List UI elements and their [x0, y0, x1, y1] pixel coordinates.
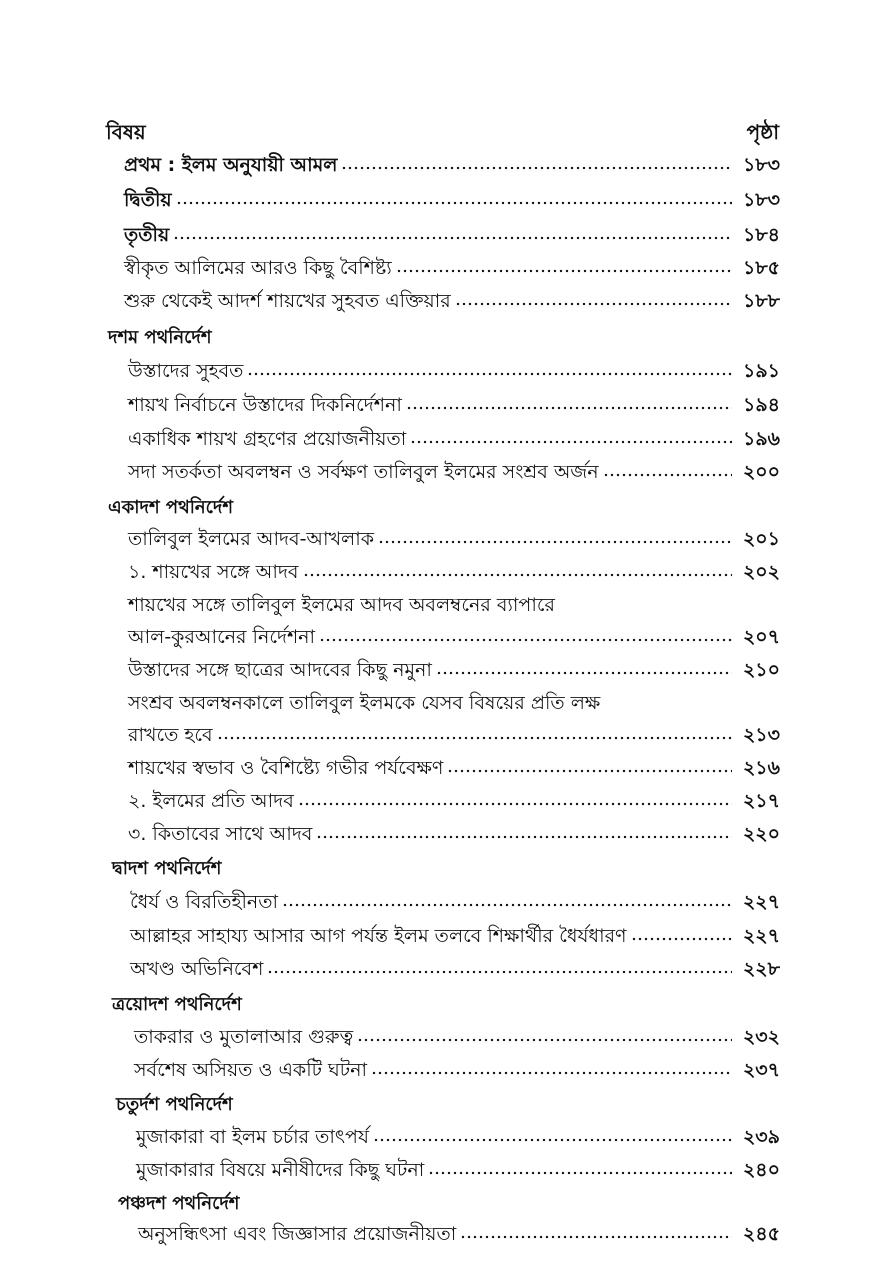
- toc-dot-leader: [319, 636, 732, 644]
- section-heading: ত্রয়োদশ পথনির্দেশ: [112, 994, 242, 1015]
- section-heading: দ্বাদশ পথনির্দেশ: [112, 858, 222, 879]
- toc-dot-leader: [428, 1169, 732, 1177]
- toc-entry-title: ১. শায়খের সঙ্গে আদব: [128, 561, 299, 583]
- toc-dot-leader: [396, 267, 732, 275]
- toc-dot-leader: [631, 935, 732, 943]
- toc-entry-page: ২৪৫: [742, 1223, 780, 1245]
- toc-entry-page: ২২৭: [742, 925, 780, 947]
- toc-entry: [128, 356, 780, 386]
- toc-entry-page: ২২৮: [742, 958, 780, 980]
- toc-entry-page: ১৮৩: [742, 154, 780, 176]
- toc-entry-page: ২৩২: [742, 1026, 780, 1048]
- toc-entry-page: ২১৬: [742, 757, 780, 779]
- toc-entry-title: তাকরার ও মুতালাআর গুরুত্ব: [134, 1026, 354, 1048]
- section-heading: একাদশ পথনির্দেশ: [108, 497, 233, 518]
- toc-entry-title: সদা সতর্কতা অবলম্বন ও সর্বক্ষণ তালিবুল ইলমের সংশ্রব অর্জন: [128, 461, 599, 483]
- page-column-header: পৃষ্ঠা: [746, 120, 779, 144]
- toc-entry: [134, 1055, 780, 1085]
- toc-dot-leader: [603, 471, 732, 479]
- section-heading: পঞ্চদশ পথনির্দেশ: [118, 1193, 240, 1214]
- toc-dot-leader: [341, 164, 732, 172]
- toc-entry-title: অনুসন্ধিৎসা এবং জিজ্ঞাসার প্রয়োজনীয়তা: [138, 1223, 457, 1245]
- toc-entry-page: ১৮৩: [742, 189, 780, 211]
- toc-entry: [138, 1219, 780, 1249]
- toc-entry-page: ১৮৮: [743, 290, 780, 312]
- toc-entry-title: উস্তাদের সুহবত: [128, 360, 244, 382]
- toc-entry: [128, 424, 780, 454]
- toc-entry-title: মুজাকারার বিষয়ে মনীষীদের কিছু ঘটনা: [136, 1159, 425, 1181]
- toc-entry: [124, 253, 780, 283]
- toc-entry-title: সর্বশেষ অসিয়ত ও একটি ঘটনা: [134, 1059, 367, 1081]
- toc-dot-leader: [357, 1036, 732, 1044]
- toc-entry: [128, 557, 780, 587]
- toc-entry-page: ২০১: [742, 528, 780, 550]
- toc-entry: [124, 185, 780, 215]
- toc-dot-leader: [316, 833, 732, 841]
- toc-dot-leader: [410, 438, 732, 446]
- toc-entry-wrap-line: শায়খের সঙ্গে তালিবুল ইলমের আদব অবলম্বনের ব্যাপারে: [128, 594, 555, 616]
- toc-entry: [128, 720, 780, 750]
- toc-entry-page: ১৮৫: [743, 257, 780, 279]
- toc-dot-leader: [267, 968, 732, 976]
- toc-dot-leader: [373, 1136, 732, 1144]
- toc-dot-leader: [378, 538, 732, 546]
- toc-entry-page: ২২০: [742, 823, 780, 845]
- toc-entry: [128, 786, 780, 816]
- toc-entry: [124, 286, 780, 316]
- toc-entry-page: ১৯৬: [742, 428, 780, 450]
- toc-entry-page: ২৩৯: [742, 1126, 780, 1148]
- toc-entry-page: ২০২: [742, 561, 780, 583]
- toc-entry-page: ১৯১: [743, 360, 780, 382]
- toc-entry: [130, 887, 780, 917]
- toc-entry-title: ২. ইলমের প্রতি আদব: [128, 790, 294, 812]
- toc-entry-title: দ্বিতীয়: [124, 189, 172, 211]
- toc-entry-wrap-line: সংশ্রব অবলম্বনকালে তালিবুল ইলমকে যেসব বিষয়ের প্রতি লক্ষ: [128, 692, 601, 714]
- toc-dot-leader: [371, 1069, 732, 1077]
- toc-entry-title: স্বীকৃত আলিমের আরও কিছু বৈশিষ্ট্য: [124, 257, 392, 279]
- toc-entry: [136, 1155, 780, 1185]
- toc-entry-title: অখণ্ড অভিনিবেশ: [130, 958, 264, 980]
- toc-entry-page: ১৯৪: [743, 394, 780, 416]
- toc-entry-title: প্রথম : ইলম অনুযায়ী আমল: [124, 154, 338, 176]
- toc-entry: [130, 954, 780, 984]
- toc-entry: [134, 1022, 780, 1052]
- toc-entry: [128, 457, 780, 487]
- toc-entry-title: আল্লাহর সাহায্য আসার আগ পর্যন্ত ইলম তলবে শিক্ষার্থীর ধৈর্যধারণ: [130, 925, 627, 947]
- toc-dot-leader: [303, 571, 733, 579]
- toc-dot-leader: [455, 300, 732, 308]
- toc-entry-page: ২৪০: [742, 1159, 780, 1181]
- toc-entry-title: মুজাকারা বা ইলম চর্চার তাৎপর্য: [136, 1126, 369, 1148]
- toc-entry-title: রাখতে হবে: [128, 724, 213, 746]
- toc-entry-title: ধৈর্য ও বিরতিহীনতা: [130, 891, 279, 913]
- toc-entry-title: উস্তাদের সঙ্গে ছাত্রের আদবের কিছু নমুনা: [128, 659, 432, 681]
- toc-dot-leader: [173, 234, 732, 242]
- toc-dot-leader: [282, 901, 732, 909]
- toc-entry-page: ২১৭: [742, 790, 780, 812]
- toc-entry: [128, 819, 780, 849]
- toc-entry-page: ২২৭: [742, 891, 780, 913]
- toc-entry: [128, 655, 780, 685]
- toc-entry: [130, 921, 780, 951]
- toc-entry-title: আল-কুরআনের নির্দেশনা: [128, 626, 316, 648]
- toc-entry: [128, 390, 780, 420]
- toc-entry-title: শায়খ নির্বাচনে উস্তাদের দিকনির্দেশনা: [128, 394, 402, 416]
- toc-dot-leader: [217, 734, 732, 742]
- toc-dot-leader: [176, 199, 732, 207]
- toc-entry-page: ২১৩: [742, 724, 780, 746]
- toc-entry: [128, 524, 780, 554]
- toc-entry-title: তালিবুল ইলমের আদব-আখলাক: [128, 528, 375, 550]
- toc-entry: [128, 753, 780, 783]
- subject-column-header: বিষয়: [106, 120, 146, 144]
- toc-entry: [124, 220, 780, 250]
- toc-dot-leader: [436, 669, 732, 677]
- toc-dot-leader: [298, 800, 732, 808]
- toc-entry-title: তৃতীয়: [124, 224, 170, 246]
- toc-entry: [124, 150, 780, 180]
- toc-dot-leader: [447, 767, 732, 775]
- toc-entry-page: ২১০: [742, 659, 780, 681]
- toc-entry: [136, 1122, 780, 1152]
- toc-dot-leader: [460, 1233, 732, 1241]
- toc-entry-title: ৩. কিতাবের সাথে আদব: [128, 823, 313, 845]
- toc-dot-leader: [247, 370, 732, 378]
- section-heading: চতুর্দশ পথনির্দেশ: [116, 1094, 233, 1115]
- toc-entry-page: ২০০: [742, 461, 780, 483]
- toc-entry-title: শায়খের স্বভাব ও বৈশিষ্ট্যে গভীর পর্যবেক্ষণ: [128, 757, 444, 779]
- toc-entry-page: ২৩৭: [742, 1059, 780, 1081]
- section-heading: দশম পথনির্দেশ: [108, 327, 212, 348]
- toc-entry-title: একাধিক শায়খ গ্রহণের প্রয়োজনীয়তা: [128, 428, 407, 450]
- toc-entry: [128, 622, 780, 652]
- toc-entry-title: শুরু থেকেই আদর্শ শায়খের সুহবত এক্তিয়ার: [124, 290, 451, 312]
- toc-entry-page: ১৮৪: [743, 224, 780, 246]
- toc-dot-leader: [406, 404, 732, 412]
- toc-entry-page: ২০৭: [742, 626, 780, 648]
